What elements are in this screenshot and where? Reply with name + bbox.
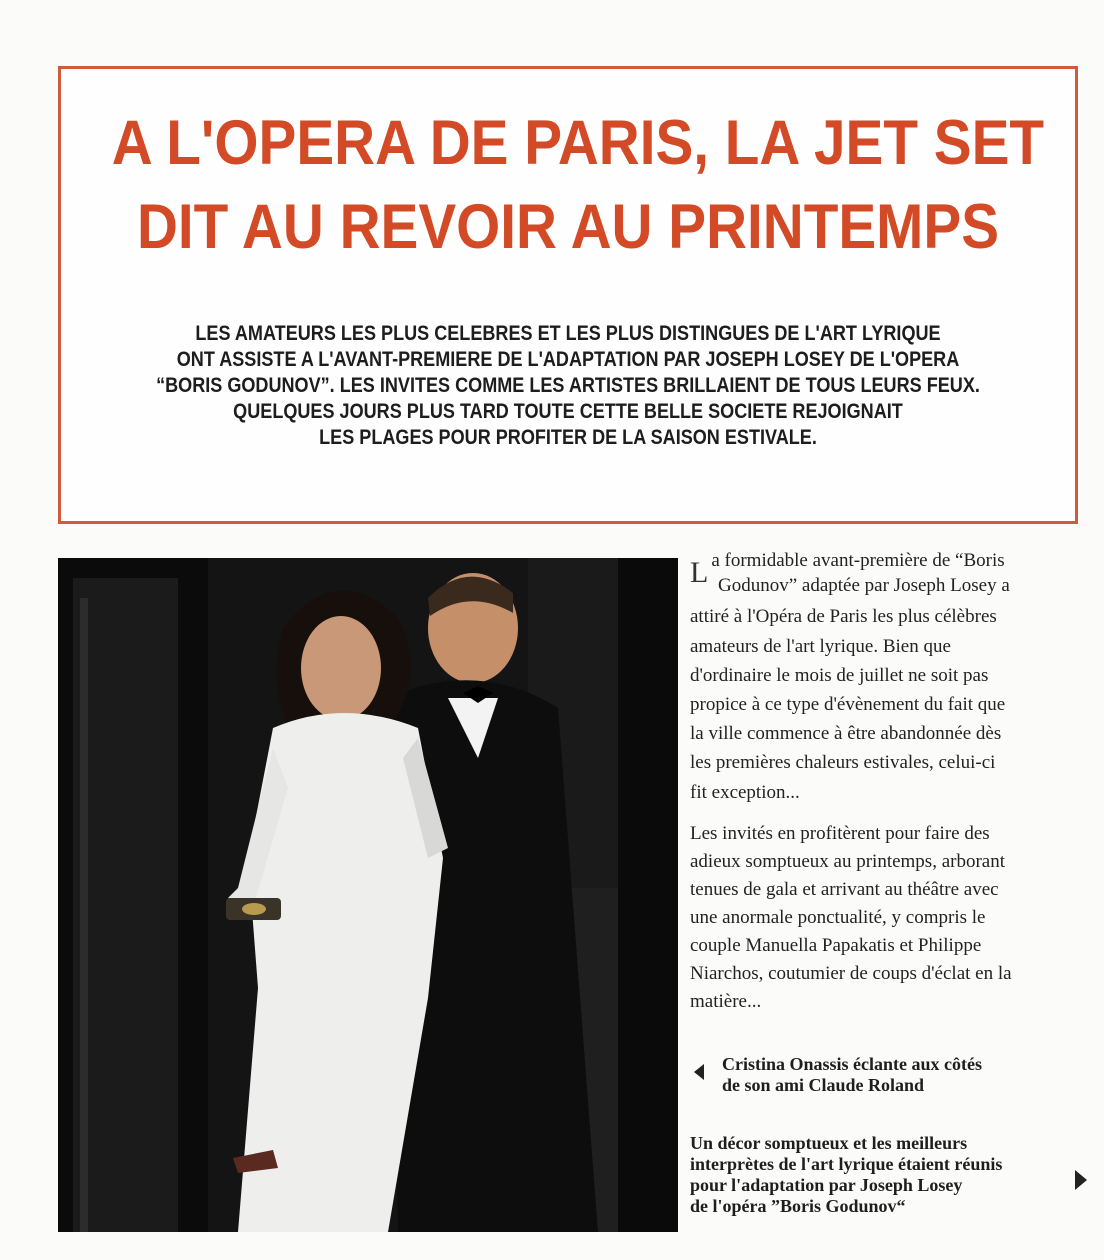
standfirst-line: LES PLAGES POUR PROFITER DE LA SAISON ESTIVALE. bbox=[319, 426, 817, 449]
triangle-right-icon bbox=[1075, 1170, 1087, 1190]
caption-line: de l'opéra ”Boris Godunov“ bbox=[690, 1196, 906, 1216]
triangle-left-icon bbox=[694, 1064, 704, 1080]
standfirst bbox=[132, 321, 1004, 451]
standfirst-line: “BORIS GODUNOV”. LES INVITES COMME LES ARTISTES BRILLAIENT DE TOUS LEURS FEUX. bbox=[156, 374, 980, 397]
title-frame bbox=[58, 66, 1078, 524]
article-line: propice à ce type d'évènement du fait que bbox=[690, 694, 1006, 716]
standfirst-line: ONT ASSISTE A L'AVANT-PREMIERE DE L'ADAPTATION PAR JOSEPH LOSEY DE L'OPERA bbox=[176, 348, 960, 371]
caption-line: Cristina Onassis éclante aux côtés bbox=[722, 1054, 982, 1074]
standfirst-line: LES AMATEURS LES PLUS CELEBRES ET LES PLUS DISTINGUES DE L'ART LYRIQUE bbox=[195, 322, 941, 345]
secondary-caption bbox=[690, 1133, 1002, 1217]
headline bbox=[111, 101, 1045, 269]
article-line: une anormale ponctualité, y compris le bbox=[690, 907, 986, 928]
article-line: les premières chaleurs estivales, celui-ci bbox=[690, 752, 996, 774]
caption-line: pour l'adaptation par Joseph Losey bbox=[690, 1175, 963, 1195]
caption-line: de son ami Claude Roland bbox=[722, 1075, 925, 1095]
article-line: a formidable avant-première de “Boris bbox=[711, 550, 1005, 571]
standfirst-line: QUELQUES JOURS PLUS TARD TOUTE CETTE BELLE SOCIETE REJOIGNAIT bbox=[233, 400, 903, 423]
article-line: Godunov” adaptée par Joseph Losey a bbox=[718, 575, 1010, 597]
headline-line-1: A L'OPERA DE PARIS, LA JET SET bbox=[111, 108, 1045, 178]
article-line: couple Manuella Papakatis et Philippe bbox=[690, 935, 982, 956]
article-line: amateurs de l'art lyrique. Bien que bbox=[690, 635, 951, 657]
event-photo bbox=[58, 558, 678, 1232]
article-paragraph-2 bbox=[690, 820, 1090, 1016]
caption-line: Un décor somptueux et les meilleurs bbox=[690, 1133, 968, 1153]
article-line: d'ordinaire le mois de juillet ne soit pas bbox=[690, 664, 989, 686]
article-line: tenues de gala et arrivant au théâtre avec bbox=[690, 879, 999, 900]
drop-cap: L bbox=[690, 556, 709, 589]
headline-line-2: DIT AU REVOIR AU PRINTEMPS bbox=[136, 192, 1000, 262]
photo-caption bbox=[722, 1054, 982, 1096]
article-line: fit exception... bbox=[690, 781, 800, 803]
article-line: adieux somptueux au printemps, arborant bbox=[690, 851, 1006, 872]
caption-line: interprètes de l'art lyrique étaient réunis bbox=[690, 1154, 1003, 1174]
article-line: matière... bbox=[690, 991, 762, 1012]
article-line: la ville commence à être abandonnée dès bbox=[690, 723, 1002, 745]
article-line: Les invités en profitèrent pour faire des bbox=[690, 823, 990, 844]
article-line: Niarchos, coutumier de coups d'éclat en la bbox=[690, 963, 1012, 984]
article-paragraph-1 bbox=[690, 546, 1090, 807]
article-line: attiré à l'Opéra de Paris les plus célèbres bbox=[690, 606, 997, 628]
